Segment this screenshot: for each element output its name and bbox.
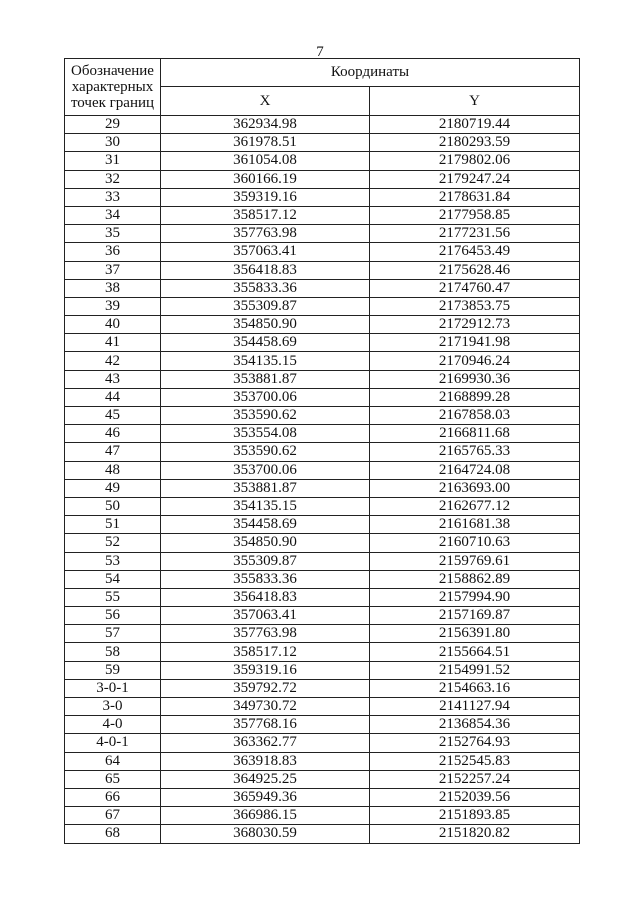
point-cell: 32	[65, 170, 161, 188]
point-cell: 30	[65, 134, 161, 152]
x-coordinate-cell: 362934.98	[161, 116, 370, 134]
table-row	[65, 643, 580, 661]
point-cell: 40	[65, 316, 161, 334]
y-coordinate-cell: 2155664.51	[370, 643, 580, 661]
point-cell: 47	[65, 443, 161, 461]
y-coordinate-cell: 2171941.98	[370, 334, 580, 352]
y-coordinate-cell: 2167858.03	[370, 407, 580, 425]
point-cell: 57	[65, 625, 161, 643]
y-coordinate-cell: 2180293.59	[370, 134, 580, 152]
table-row	[65, 461, 580, 479]
point-cell: 39	[65, 297, 161, 315]
y-coordinate-cell: 2172912.73	[370, 316, 580, 334]
y-coordinate-cell: 2136854.36	[370, 716, 580, 734]
y-coordinate-cell: 2152764.93	[370, 734, 580, 752]
x-coordinate-cell: 357768.16	[161, 716, 370, 734]
x-coordinate-cell: 353554.08	[161, 425, 370, 443]
x-coordinate-cell: 355309.87	[161, 552, 370, 570]
x-coordinate-cell: 353590.62	[161, 443, 370, 461]
table-row	[65, 698, 580, 716]
x-coordinate-cell: 354458.69	[161, 334, 370, 352]
point-cell: 52	[65, 534, 161, 552]
point-cell: 58	[65, 643, 161, 661]
table-row	[65, 425, 580, 443]
point-cell: 42	[65, 352, 161, 370]
x-coordinate-cell: 357763.98	[161, 225, 370, 243]
table-row	[65, 516, 580, 534]
table-row	[65, 206, 580, 224]
y-coordinate-cell: 2178631.84	[370, 188, 580, 206]
point-cell: 41	[65, 334, 161, 352]
table-row	[65, 679, 580, 697]
y-coordinate-cell: 2164724.08	[370, 461, 580, 479]
table-row	[65, 116, 580, 134]
y-coordinate-cell: 2151893.85	[370, 807, 580, 825]
table-row	[65, 497, 580, 515]
y-coordinate-cell: 2160710.63	[370, 534, 580, 552]
table-row	[65, 243, 580, 261]
y-coordinate-cell: 2177958.85	[370, 206, 580, 224]
table-body	[65, 116, 580, 844]
table-row	[65, 225, 580, 243]
x-coordinate-cell: 363918.83	[161, 752, 370, 770]
table-row	[65, 570, 580, 588]
point-cell: 53	[65, 552, 161, 570]
point-cell: 64	[65, 752, 161, 770]
x-coordinate-cell: 359319.16	[161, 661, 370, 679]
x-coordinate-cell: 354135.15	[161, 497, 370, 515]
x-coordinate-cell: 359319.16	[161, 188, 370, 206]
table-row	[65, 588, 580, 606]
x-coordinate-cell: 359792.72	[161, 679, 370, 697]
x-coordinate-cell: 366986.15	[161, 807, 370, 825]
table-row	[65, 297, 580, 315]
coordinates-header: Координаты	[161, 59, 580, 87]
point-cell: 36	[65, 243, 161, 261]
point-cell: 65	[65, 770, 161, 788]
y-coordinate-cell: 2151820.82	[370, 825, 580, 843]
point-cell: 50	[65, 497, 161, 515]
y-coordinate-cell: 2165765.33	[370, 443, 580, 461]
point-cell: 4-0	[65, 716, 161, 734]
y-coordinate-cell: 2166811.68	[370, 425, 580, 443]
y-coordinate-cell: 2163693.00	[370, 479, 580, 497]
y-coordinate-cell: 2174760.47	[370, 279, 580, 297]
x-coordinate-cell: 361978.51	[161, 134, 370, 152]
point-cell: 51	[65, 516, 161, 534]
x-column-header: X	[161, 87, 370, 116]
x-coordinate-cell: 354458.69	[161, 516, 370, 534]
table-row	[65, 134, 580, 152]
page-number: 7	[316, 44, 324, 60]
x-coordinate-cell: 357063.41	[161, 607, 370, 625]
y-coordinate-cell: 2152039.56	[370, 788, 580, 806]
table-row	[65, 770, 580, 788]
point-designation-header: Обозначение характерных точек границ	[65, 59, 161, 116]
x-coordinate-cell: 364925.25	[161, 770, 370, 788]
point-cell: 67	[65, 807, 161, 825]
point-cell: 35	[65, 225, 161, 243]
y-coordinate-cell: 2141127.94	[370, 698, 580, 716]
y-coordinate-cell: 2170946.24	[370, 352, 580, 370]
y-coordinate-cell: 2179802.06	[370, 152, 580, 170]
y-coordinate-cell: 2179247.24	[370, 170, 580, 188]
point-cell: 33	[65, 188, 161, 206]
x-coordinate-cell: 357063.41	[161, 243, 370, 261]
point-cell: 3-0	[65, 698, 161, 716]
x-coordinate-cell: 353700.06	[161, 388, 370, 406]
point-cell: 49	[65, 479, 161, 497]
y-column-header: Y	[370, 87, 580, 116]
y-coordinate-cell: 2158862.89	[370, 570, 580, 588]
table-row	[65, 261, 580, 279]
x-coordinate-cell: 356418.83	[161, 261, 370, 279]
y-coordinate-cell: 2152257.24	[370, 770, 580, 788]
point-cell: 38	[65, 279, 161, 297]
y-coordinate-cell: 2173853.75	[370, 297, 580, 315]
y-coordinate-cell: 2157994.90	[370, 588, 580, 606]
table-row	[65, 716, 580, 734]
x-coordinate-cell: 353700.06	[161, 461, 370, 479]
table-row	[65, 334, 580, 352]
point-cell: 34	[65, 206, 161, 224]
y-coordinate-cell: 2154663.16	[370, 679, 580, 697]
table-row	[65, 825, 580, 843]
table-row	[65, 552, 580, 570]
x-coordinate-cell: 356418.83	[161, 588, 370, 606]
point-cell: 31	[65, 152, 161, 170]
table-row	[65, 607, 580, 625]
x-coordinate-cell: 365949.36	[161, 788, 370, 806]
table-row	[65, 807, 580, 825]
y-coordinate-cell: 2162677.12	[370, 497, 580, 515]
x-coordinate-cell: 354850.90	[161, 316, 370, 334]
y-coordinate-cell: 2176453.49	[370, 243, 580, 261]
table-row	[65, 370, 580, 388]
point-cell: 4-0-1	[65, 734, 161, 752]
x-coordinate-cell: 360166.19	[161, 170, 370, 188]
x-coordinate-cell: 355309.87	[161, 297, 370, 315]
y-coordinate-cell: 2152545.83	[370, 752, 580, 770]
point-cell: 59	[65, 661, 161, 679]
y-coordinate-cell: 2177231.56	[370, 225, 580, 243]
x-coordinate-cell: 354850.90	[161, 534, 370, 552]
point-cell: 44	[65, 388, 161, 406]
point-cell: 68	[65, 825, 161, 843]
x-coordinate-cell: 361054.08	[161, 152, 370, 170]
y-coordinate-cell: 2159769.61	[370, 552, 580, 570]
y-coordinate-cell: 2156391.80	[370, 625, 580, 643]
point-cell: 37	[65, 261, 161, 279]
table-row	[65, 752, 580, 770]
point-cell: 56	[65, 607, 161, 625]
point-cell: 46	[65, 425, 161, 443]
x-coordinate-cell: 355833.36	[161, 279, 370, 297]
table-row	[65, 534, 580, 552]
y-coordinate-cell: 2161681.38	[370, 516, 580, 534]
x-coordinate-cell: 353881.87	[161, 479, 370, 497]
table-row	[65, 152, 580, 170]
table-row	[65, 734, 580, 752]
point-cell: 66	[65, 788, 161, 806]
x-coordinate-cell: 358517.12	[161, 206, 370, 224]
table-row	[65, 625, 580, 643]
y-coordinate-cell: 2168899.28	[370, 388, 580, 406]
point-cell: 48	[65, 461, 161, 479]
table-row	[65, 388, 580, 406]
y-coordinate-cell: 2154991.52	[370, 661, 580, 679]
x-coordinate-cell: 363362.77	[161, 734, 370, 752]
point-cell: 45	[65, 407, 161, 425]
x-coordinate-cell: 353881.87	[161, 370, 370, 388]
point-cell: 54	[65, 570, 161, 588]
x-coordinate-cell: 354135.15	[161, 352, 370, 370]
x-coordinate-cell: 357763.98	[161, 625, 370, 643]
y-coordinate-cell: 2169930.36	[370, 370, 580, 388]
point-cell: 3-0-1	[65, 679, 161, 697]
x-coordinate-cell: 349730.72	[161, 698, 370, 716]
table-header	[65, 59, 580, 116]
x-coordinate-cell: 368030.59	[161, 825, 370, 843]
table-row	[65, 279, 580, 297]
table-row	[65, 188, 580, 206]
table-row	[65, 443, 580, 461]
coordinates-table	[64, 58, 580, 844]
table-row	[65, 788, 580, 806]
point-cell: 29	[65, 116, 161, 134]
point-cell: 55	[65, 588, 161, 606]
x-coordinate-cell: 353590.62	[161, 407, 370, 425]
x-coordinate-cell: 355833.36	[161, 570, 370, 588]
table-row	[65, 316, 580, 334]
y-coordinate-cell: 2180719.44	[370, 116, 580, 134]
table-row	[65, 661, 580, 679]
table-row	[65, 479, 580, 497]
y-coordinate-cell: 2175628.46	[370, 261, 580, 279]
table-row	[65, 170, 580, 188]
table-row	[65, 407, 580, 425]
x-coordinate-cell: 358517.12	[161, 643, 370, 661]
table-row	[65, 352, 580, 370]
y-coordinate-cell: 2157169.87	[370, 607, 580, 625]
point-cell: 43	[65, 370, 161, 388]
